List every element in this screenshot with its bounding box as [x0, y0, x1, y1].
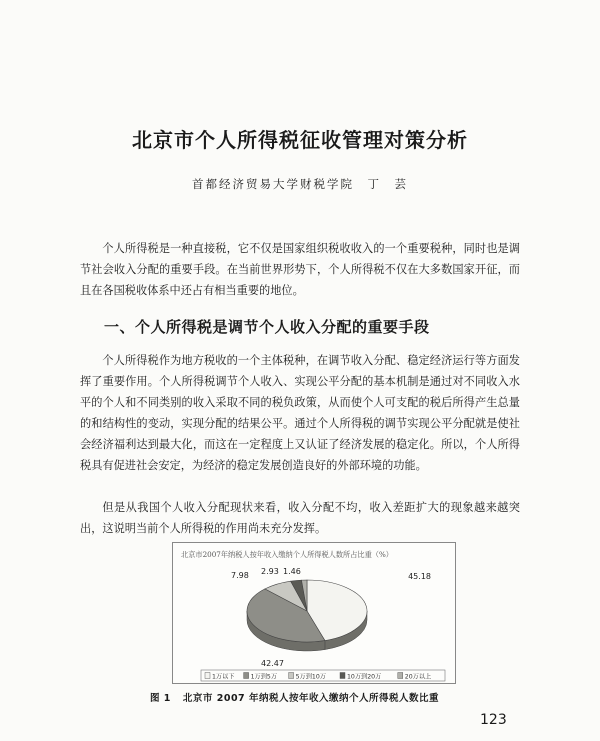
figure-caption [150, 690, 439, 704]
article-author: 首都经济贸易大学财税学院 丁 芸 [192, 177, 408, 191]
article-title: 北京市个人所得税征收管理对策分析 [132, 128, 468, 152]
pie-value-label-4: 1.46 [283, 567, 301, 576]
legend-label-3: 10万到20万 [347, 673, 382, 681]
figure-caption-number: 图 1 [150, 693, 171, 704]
legend-label-4: 20万以上 [404, 673, 432, 681]
legend-swatch-0 [205, 673, 210, 679]
legend-swatch-4 [398, 673, 403, 679]
pie-value-label-3: 2.93 [261, 567, 279, 576]
legend-swatch-1 [244, 673, 249, 679]
legend-label-2: 5万到10万 [295, 673, 326, 681]
pie-value-label-2: 7.98 [231, 571, 249, 580]
legend-swatch-3 [340, 673, 345, 679]
paragraph-section1-conclusion: 但是从我国个人收入分配现状来看，收入分配不均，收入差距扩大的现象越来越突出，这说明当前个人所得税的作用尚未充分发挥。 [80, 501, 520, 535]
legend-swatch-2 [289, 673, 294, 679]
figure-caption-text: 北京市 2007 年纳税人按年收入缴纳个人所得税人数比重 [182, 693, 439, 704]
chart-title: 北京市2007年纳税人按年收入缴纳个人所得税人数所占比重（%） [181, 550, 393, 559]
pie-chart-figure [172, 542, 456, 684]
legend-label-1: 1万到5万 [250, 673, 278, 681]
page-number: 123 [480, 712, 507, 728]
pie-value-label-1: 42.47 [261, 659, 284, 668]
paragraph-intro: 个人所得税是一种直接税，它不仅是国家组织税收收入的一个重要税种，同时也是调节社会收入分配的重要手段。在当前世界形势下，个人所得税不仅在大多数国家开征，而且在各国税收体系中还占有相当重要的地位。 [80, 242, 520, 297]
paragraph-section1-body: 个人所得税作为地方税收的一个主体税种，在调节收入分配、稳定经济运行等方面发挥了重要作用。个人所得税调节个人收入、实现公平分配的基本机制是通过对不同收入水平的个人和不同类别的收入采取不同的税负政策，从而使个人可支配的税后所得产生总量的和结构性的变动，实现分配的结果公平。通过个人所得税的调节实现公平分配就是使社会经济福利达到最大化，而这在一定程度上又认证了经济发展的稳定化。所以，个人所得税具有促进社会安定，为经济的稳定发展创造良好的外部环境的功能。 [80, 354, 520, 472]
legend-label-0: 1万以下 [212, 673, 235, 681]
pie-value-label-0: 45.18 [408, 572, 431, 581]
section-heading-1: 一、个人所得税是调节个人收入分配的重要手段 [104, 318, 430, 336]
pie-chart [173, 543, 455, 683]
